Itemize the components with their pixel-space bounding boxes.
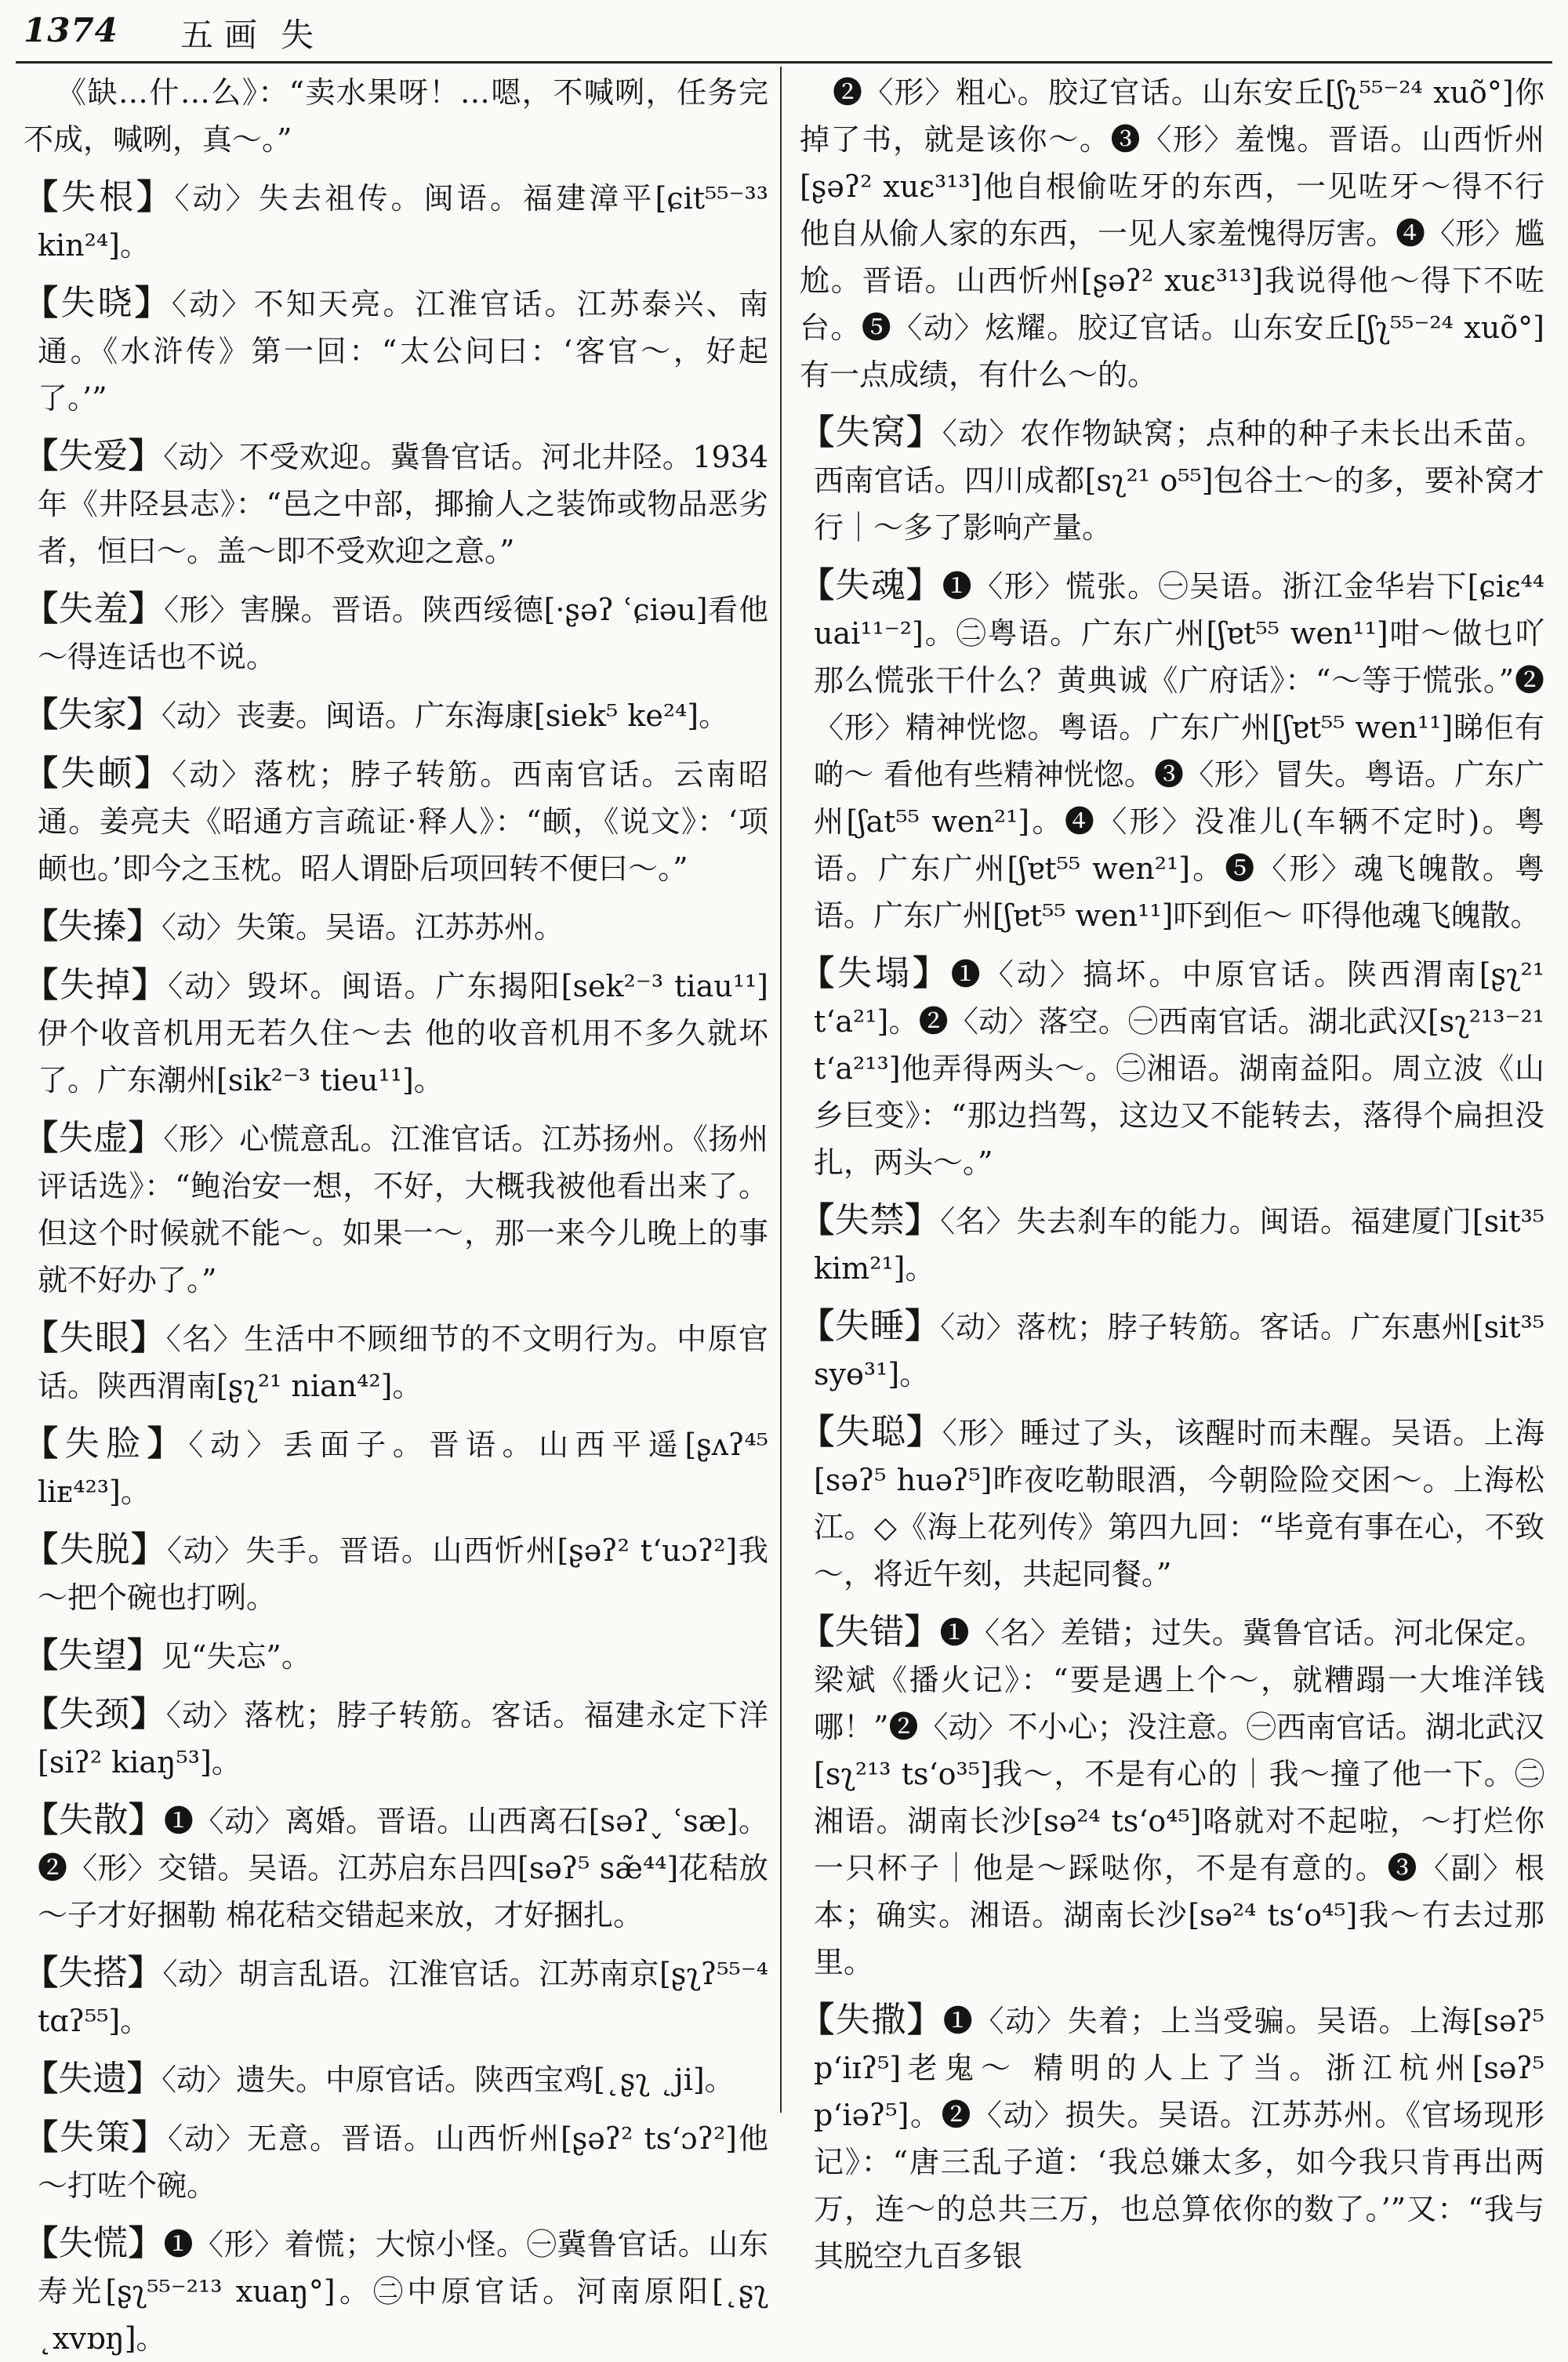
dictionary-entry bbox=[24, 1691, 768, 1786]
entry-headword: 【失颈】 bbox=[24, 1694, 166, 1734]
dictionary-entry bbox=[800, 409, 1544, 551]
entry-headword: 【失睡】 bbox=[800, 1306, 941, 1346]
entry-headword: 【失遗】 bbox=[24, 2059, 162, 2099]
entry-definition: 〈动〉胡言乱语。江淮官话。江苏南京[ʂʅʔ⁵⁵⁻⁴ tɑʔ⁵⁵]。 bbox=[38, 1957, 769, 2038]
section-title: 五画 bbox=[180, 16, 269, 54]
entry-headword: 【失家】 bbox=[24, 695, 162, 735]
dictionary-entry bbox=[24, 433, 768, 575]
dictionary-entry bbox=[24, 962, 768, 1104]
entry-definition: 〈名〉生活中不顾细节的不文明行为。中原官话。陕西渭南[ʂʅ²¹ nian⁴²]。 bbox=[38, 1322, 769, 1403]
dictionary-entry bbox=[24, 1315, 768, 1410]
entry-definition: ❶〈动〉失着；上当受骗。吴语。上海[səʔ⁵ pʻiɪʔ⁵]老鬼～ 精明的人上了当。浙江杭州[səʔ⁵ pʻiəʔ⁵]。❷〈动〉损失。吴语。江苏苏州。《官场现形记》：“唐三乱子道：‘我总嫌太多，如今我只肯再出两万，连～的总共三万，也总算依你的数了。’”又：“我与其脱空九百多银 bbox=[814, 2004, 1545, 2273]
entry-headword: 【失撒】 bbox=[800, 2000, 943, 2040]
dictionary-entry bbox=[24, 691, 768, 739]
dictionary-entry bbox=[24, 1950, 768, 2045]
right-column bbox=[800, 69, 1545, 2273]
entry-definition: ❶〈形〉慌张。㊀吴语。浙江金华岩下[ɕiɛ⁴⁴ uai¹¹⁻²]。㊁粤语。广东广州[ʃɐt⁵⁵ wen¹¹]咁～做乜吖 那么慌张干什么？黄典诚《广府话》：“～等于慌张。”❷〈形〉精神恍惚。粤语。广东广州[ʃɐt⁵⁵ wen¹¹]睇佢有啲～ 看他有些精神恍惚。❸〈形〉冒失。粤语。广东广州[ʃat⁵⁵ wen²¹]。❹〈形〉没准儿(车辆不定时)。粤语。广东广州[ʃɐt⁵⁵ wen²¹]。❺〈形〉魂飞魄散。粤语。广东广州[ʃɐt⁵⁵ wen¹¹]吓到佢～ 吓得他魂飞魄散。 bbox=[814, 569, 1545, 933]
entry-headword: 【失掉】 bbox=[24, 965, 169, 1005]
entry-definition: 〈动〉农作物缺窝；点种的种子未长出禾苗。西南官话。四川成都[sʅ²¹ o⁵⁵]包谷土～的多，要补窝才行｜～多了影响产量。 bbox=[814, 416, 1545, 545]
dictionary-entry bbox=[800, 1409, 1544, 1598]
entry-headword: 【失羞】 bbox=[24, 589, 164, 629]
entry-definition: 〈形〉心慌意乱。江淮官话。江苏扬州。《扬州评话选》：“鲍治安一想，不好，大概我被他看出来了。但这个时候就不能～。如果一～，那一来今儿晚上的事就不好办了。” bbox=[38, 1122, 769, 1297]
entry-definition: 〈形〉害臊。晋语。陕西绥德[·ʂəʔ ʿɕiəu]看他～得连话也不说。 bbox=[38, 593, 769, 674]
entry-definition: 〈动〉无意。晋语。山西忻州[ʂəʔ² tsʻɔʔ²]他～打咗个碗。 bbox=[38, 2121, 769, 2203]
dictionary-entry bbox=[24, 586, 768, 680]
dictionary-entry bbox=[24, 174, 768, 269]
left-column bbox=[24, 69, 769, 2356]
entry-headword: 【失虚】 bbox=[24, 1118, 164, 1158]
dictionary-entry bbox=[800, 562, 1544, 939]
entry-headword: 【失搸】 bbox=[24, 906, 162, 946]
dictionary-entry bbox=[24, 280, 768, 422]
dictionary-entry bbox=[800, 1197, 1544, 1292]
dictionary-entry bbox=[800, 950, 1544, 1186]
entry-headword: 【失脱】 bbox=[24, 1529, 167, 1569]
entry-headword: 【失脸】 bbox=[24, 1424, 189, 1464]
entry-headword: 【失晓】 bbox=[24, 283, 172, 323]
dictionary-entry bbox=[24, 1420, 768, 1515]
header-character: 失 bbox=[281, 16, 314, 54]
entry-headword: 【失聪】 bbox=[800, 1412, 942, 1452]
entry-definition: 〈动〉丧妻。闽语。广东海康[siek⁵ ke²⁴]。 bbox=[162, 698, 729, 733]
page-number: 1374 bbox=[24, 11, 118, 49]
entry-headword: 【失眼】 bbox=[24, 1318, 166, 1358]
entry-headword: 【失魂】 bbox=[800, 565, 942, 605]
entry-headword: 【失望】 bbox=[24, 1635, 162, 1675]
dictionary-entry bbox=[24, 1797, 768, 1939]
entry-definition: 《缺…什…么》：“卖水果呀！…嗯，不喊咧，任务完不成，喊咧，真～。” bbox=[24, 75, 768, 157]
dictionary-entry bbox=[24, 750, 768, 892]
entry-headword: 【失错】 bbox=[800, 1612, 940, 1652]
dictionary-entry bbox=[24, 2220, 768, 2362]
entry-definition: 〈动〉丢面子。晋语。山西平遥[ʂʌʔ⁴⁵ liᴇ⁴²³]。 bbox=[38, 1428, 769, 1509]
dictionary-entry bbox=[24, 2055, 768, 2103]
header-rule bbox=[16, 61, 1552, 63]
entry-definition: ❶〈动〉搞坏。中原官话。陕西渭南[ʂʅ²¹ tʻa²¹]。❷〈动〉落空。㊀西南官话。湖北武汉[sʅ²¹³⁻²¹ tʻa²¹³]他弄得两头～。㊁湘语。湖南益阳。周立波《山乡巨变》：“那边挡驾，这边又不能转去，落得个扁担没扎，两头～。” bbox=[814, 957, 1545, 1180]
entry-definition: ❶〈形〉着慌；大惊小怪。㊀冀鲁官话。山东寿光[ʂʅ⁵⁵⁻²¹³ xuaŋ°]。㊁中原官话。河南原阳[˛ʂʅ ˛xvɒŋ]。 bbox=[38, 2227, 768, 2356]
dictionary-entry bbox=[24, 2114, 768, 2209]
entry-definition: 〈动〉落枕；脖子转筋。客话。广东惠州[sit³⁵ syɵ³¹]。 bbox=[814, 1310, 1545, 1391]
page-header bbox=[0, 0, 1568, 67]
dictionary-entry bbox=[800, 1303, 1544, 1398]
entry-definition: 〈动〉失策。吴语。江苏苏州。 bbox=[162, 910, 564, 945]
entry-headword: 【失搭】 bbox=[24, 1953, 163, 1993]
dictionary-entry bbox=[24, 903, 768, 951]
entry-definition: 〈动〉失手。晋语。山西忻州[ʂəʔ² tʻuɔʔ²]我～把个碗也打咧。 bbox=[38, 1533, 768, 1615]
dictionary-entry bbox=[24, 1115, 768, 1304]
entry-definition: 〈形〉睡过了头，该醒时而未醒。吴语。上海[səʔ⁵ huəʔ⁵]昨夜吃勒眼酒，今朝险险交困～。上海松江。◇《海上花列传》第四九回：“毕竟有事在心，不致～，将近午刻，共起同餐。” bbox=[814, 1416, 1545, 1591]
dictionary-entry bbox=[24, 1526, 768, 1621]
entry-headword: 【失禁】 bbox=[800, 1200, 941, 1240]
entry-definition: 〈名〉失去刹车的能力。闽语。福建厦门[sit³⁵ kim²¹]。 bbox=[814, 1204, 1545, 1286]
entry-definition: ❷〈形〉粗心。胶辽官话。山东安丘[ʃʅ⁵⁵⁻²⁴ xuõ°]你掉了书，就是该你～。❸〈形〉羞愧。晋语。山西忻州[ʂəʔ² xuɛ³¹³]他自根偷咗牙的东西，一见咗牙～得不行 他自从偷人家的东西，一见人家羞愧得厉害。❹〈形〉尴尬。晋语。山西忻州[ʂəʔ² xuɛ³¹³]我说得他～得下不咗台。❺〈动〉炫耀。胶辽官话。山东安丘[ʃʅ⁵⁵⁻²⁴ xuõ°]有一点成绩，有什么～的。 bbox=[800, 75, 1545, 392]
entry-definition: 见“失忘”。 bbox=[162, 1639, 311, 1674]
entry-definition: 〈动〉不受欢迎。冀鲁官话。河北井陉。1934年《井陉县志》：“邑之中部，揶揄人之装饰或物品恶劣者，恒曰～。盖～即不受欢迎之意。” bbox=[38, 440, 769, 568]
entry-definition: ❶〈名〉差错；过失。冀鲁官话。河北保定。梁斌《播火记》：“要是遇上个～，就糟蹋一大堆洋钱哪！”❷〈动〉不小心；没注意。㊀西南官话。湖北武汉[sʅ²¹³ tsʻo³⁵]我～，不是有心的｜我～撞了他一下。㊁湘语。湖南长沙[sə²⁴ tsʻo⁴⁵]咯就对不起啦，～打烂你一只杯子｜他是～踩哒你，不是有意的。❸〈副〉根本；确实。湘语。湖南长沙[sə²⁴ tsʻo⁴⁵]我～冇去过那里。 bbox=[814, 1616, 1544, 1979]
entry-definition: 〈动〉失去祖传。闽语。福建漳平[ɕit⁵⁵⁻³³ kin²⁴]。 bbox=[38, 181, 769, 263]
entry-definition: 〈动〉落枕；脖子转筋。客话。福建永定下洋[siʔ² kiaŋ⁵³]。 bbox=[38, 1698, 769, 1780]
entry-headword: 【失根】 bbox=[24, 177, 175, 217]
entry-definition: 〈动〉落枕；脖子转筋。西南官话。云南昭通。姜亮夫《昭通方言疏证·释人》：“𬱖，《说文》：‘项𬱖也。’即今之玉枕。昭人谓卧后项回转不便曰～。” bbox=[38, 757, 769, 886]
entry-headword: 【失爱】 bbox=[24, 436, 164, 476]
entry-definition: 〈动〉遗失。中原官话。陕西宝鸡[˛ʂʅ ˛ji]。 bbox=[162, 2063, 735, 2097]
entry-headword: 【失塌】 bbox=[800, 953, 951, 993]
column-divider bbox=[780, 67, 782, 2113]
entry-headword: 【失慌】 bbox=[24, 2223, 164, 2263]
entry-headword: 【失散】 bbox=[24, 1800, 164, 1840]
entry-definition: ❶〈动〉离婚。晋语。山西离石[səʔ˯ ʿsæ]。❷〈形〉交错。吴语。江苏启东吕四[səʔ⁵ sæ̃⁴⁴]花秸放～子才好捆勒 棉花秸交错起来放，才好捆扎。 bbox=[38, 1804, 769, 1932]
dictionary-entry bbox=[800, 1997, 1544, 2280]
entry-headword: 【失𬱖】 bbox=[24, 753, 172, 793]
entry-definition: 〈动〉毁坏。闽语。广东揭阳[sek²⁻³ tiau¹¹]伊个收音机用无若久住～去 他的收音机用不多久就坏了。广东潮州[sik²⁻³ tieu¹¹]。 bbox=[38, 969, 769, 1098]
entry-continuation bbox=[24, 69, 768, 163]
dictionary-entry bbox=[800, 1609, 1544, 1986]
dictionary-entry bbox=[24, 1632, 768, 1680]
entry-headword: 【失策】 bbox=[24, 2117, 168, 2157]
entry-continuation bbox=[800, 69, 1544, 398]
entry-definition: 〈动〉不知天亮。江淮官话。江苏泰兴、南通。《水浒传》第一回：“太公问曰：‘客官～，好起了。’” bbox=[38, 287, 769, 415]
entry-headword: 【失窝】 bbox=[800, 412, 942, 452]
